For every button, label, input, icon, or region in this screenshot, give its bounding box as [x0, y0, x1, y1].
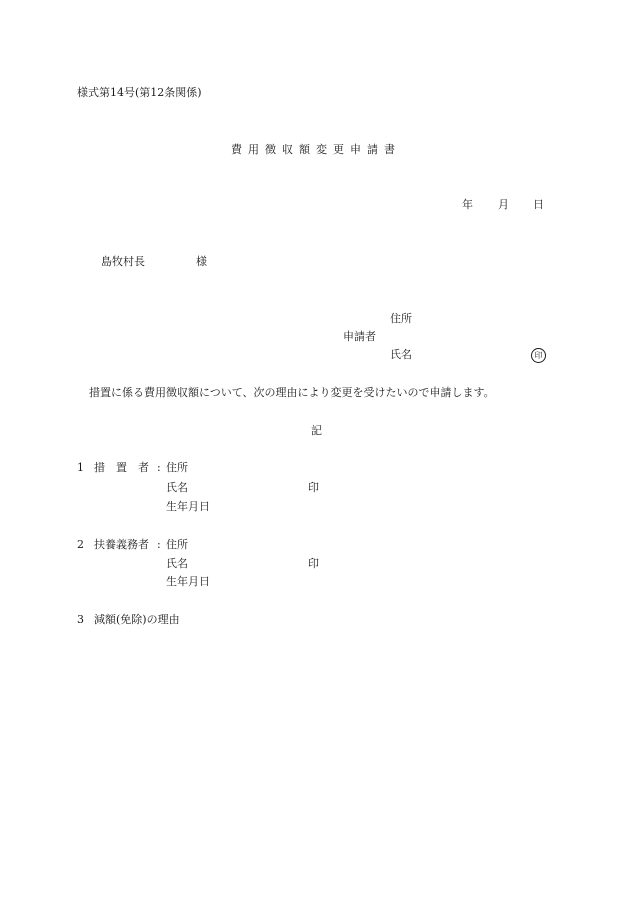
item3-number: 3 [77, 613, 84, 626]
recipient-name: 島牧村長 [101, 255, 145, 268]
item1-colon: : [157, 461, 161, 474]
item1-number: 1 [77, 461, 84, 474]
item2-name-label: 氏名 [166, 557, 188, 570]
applicant-address-label: 住所 [390, 312, 412, 325]
applicant-role-label: 申請者 [343, 330, 376, 343]
item2-label: 扶養義務者 [94, 538, 149, 551]
applicant-name-label: 氏名 [390, 348, 412, 361]
item1-birthdate-label: 生年月日 [166, 500, 210, 513]
document-title: 費用徴収額変更申請書 [231, 143, 401, 156]
item2-seal-label: 印 [308, 557, 319, 570]
item2-birthdate-label: 生年月日 [166, 575, 210, 588]
item3-label: 減額(免除)の理由 [94, 613, 180, 626]
item2-colon: : [157, 538, 161, 551]
item2-number: 2 [77, 538, 84, 551]
date-year-label: 年 [462, 198, 473, 211]
item1-address-label: 住所 [166, 461, 188, 474]
item2-address-label: 住所 [166, 538, 188, 551]
date-month-label: 月 [498, 198, 509, 211]
item1-label: 措 置 者 [94, 461, 149, 474]
item1-name-label: 氏名 [166, 481, 188, 494]
body-text: 措置に係る費用徴収額について、次の理由により変更を受けたいので申請します。 [89, 386, 495, 399]
recipient-honorific: 様 [196, 255, 207, 268]
item1-seal-label: 印 [308, 481, 319, 494]
date-day-label: 日 [533, 198, 544, 211]
ki-heading: 記 [311, 424, 322, 437]
applicant-seal-mark: 印 [531, 348, 546, 363]
form-number: 様式第14号(第12条関係) [77, 86, 202, 99]
